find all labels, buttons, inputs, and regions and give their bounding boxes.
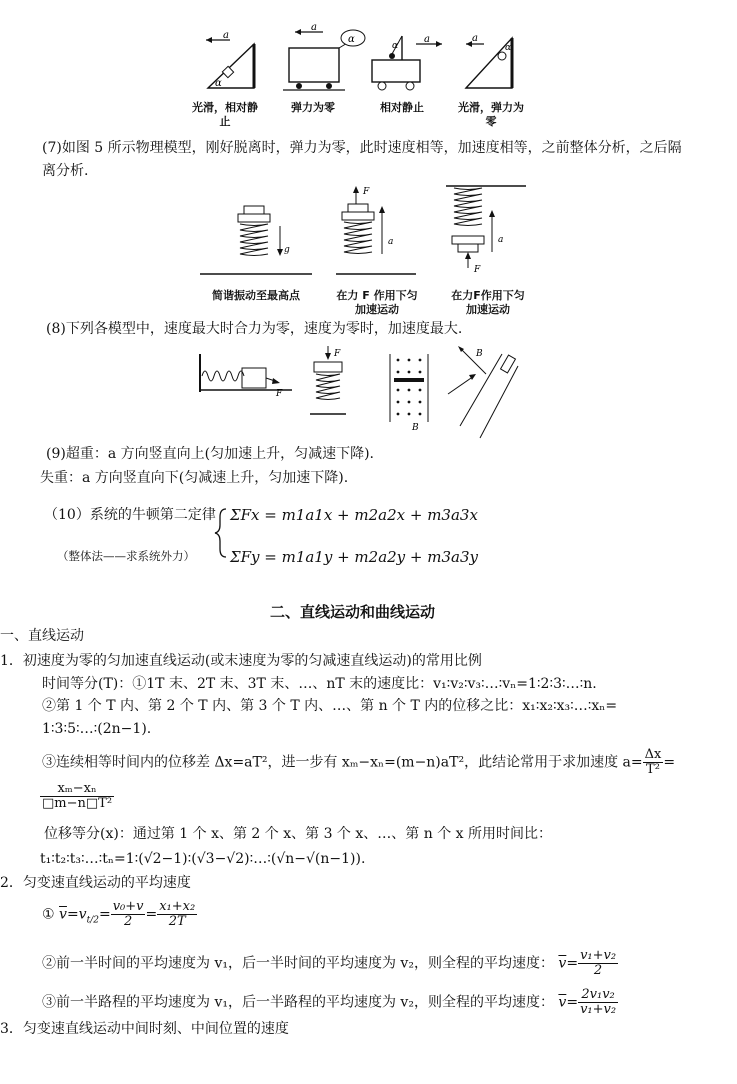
frac-num: 2v₁v₂ bbox=[578, 988, 618, 1003]
figure-spring-3 bbox=[446, 182, 526, 282]
p2-eq2: ②前一半时间的平均速度为 v₁，后一半时间的平均速度为 v₂，则全程的平均速度： $\overline{v}=$ $\frac{\text{v₁+v₂}}{2}$ bbox=[42, 948, 617, 978]
p1-title: 1．初速度为零的匀加速直线运动(或末速度为零的匀减速直线运动)的常用比例 bbox=[0, 653, 482, 669]
svg-text:B: B bbox=[476, 349, 483, 359]
figure-magnetic-rails bbox=[384, 350, 436, 433]
figure-vertical-spring bbox=[310, 344, 354, 416]
frac-den: 2 bbox=[593, 963, 603, 978]
frac-num: v₁+v₂ bbox=[580, 948, 617, 963]
v-half-sub: t/2 bbox=[86, 915, 99, 926]
p1-equal-displacement: 位移等分(x)：通过第 1 个 x、第 2 个 x、第 3 个 x、…、第 n 个 x 所用时间比： bbox=[44, 826, 552, 842]
figure-label-2: 弹力为零 bbox=[291, 101, 335, 114]
svg-text:a: a bbox=[388, 237, 394, 247]
svg-text:a: a bbox=[472, 33, 478, 44]
svg-text:a: a bbox=[424, 34, 430, 45]
frac-num: xₘ−xₙ bbox=[40, 782, 114, 797]
v-half: =v bbox=[66, 906, 87, 923]
figure-spring-2 bbox=[336, 184, 416, 278]
equation-x: ΣFx = m1a1x + m2a2x + m3a3x bbox=[230, 506, 478, 524]
svg-text:a: a bbox=[498, 235, 504, 245]
frac-avg-time bbox=[578, 949, 618, 978]
p3-title: 3．匀变速直线运动中间时刻、中间位置的速度 bbox=[0, 1021, 289, 1037]
frac-den: T² bbox=[646, 762, 660, 777]
figure-incline-ball bbox=[462, 30, 522, 94]
svg-text:F: F bbox=[276, 389, 283, 399]
p1-displacement-ratio: ②第 1 个 T 内、第 2 个 T 内、第 3 个 T 内、…、第 n 个 T 内的位移之比：x₁∶x₂∶x₃∶…∶xₙ= bbox=[42, 698, 618, 714]
circled-1: ① bbox=[42, 906, 55, 923]
spring-label-3: 在力F作用下匀加速运动 bbox=[451, 289, 525, 316]
equation-y: ΣFy = m1a1y + m2a2y + m3a3y bbox=[230, 548, 478, 566]
frac-num: v₀+v bbox=[112, 899, 144, 914]
p2-eq3-text: ③前一半路程的平均速度为 v₁，后一半路程的平均速度为 v₂，则全程的平均速度： bbox=[42, 994, 554, 1011]
frac-den: v₁+v₂ bbox=[580, 1002, 617, 1017]
paragraph-item8: (8)下列各模型中，速度最大时合力为零，速度为零时，加速度最大. bbox=[46, 321, 463, 337]
p1-time-ratio: 时间等分(T)：①1T 末、2T 末、3T 末、…、nT 末的速度比：v₁∶v₂∶v₃∶…∶vₙ=1∶2∶3∶…∶n. bbox=[42, 676, 597, 692]
frac-den: □m−n□T² bbox=[42, 796, 113, 811]
p2-eq3: ③前一半路程的平均速度为 v₁，后一半路程的平均速度为 v₂，则全程的平均速度： $\overline{v}=$ $\frac{\text{2v₁v₂}}{\text{v₁+v₂}}$ bbox=[42, 987, 617, 1017]
equals: = bbox=[663, 754, 676, 771]
svg-text:B: B bbox=[412, 423, 419, 433]
paragraph-item7: (7)如图 5 所示物理模型，刚好脱离时，弹力为零，此时速度相等，加速度相等，之前整体分析，之后隔离分析. bbox=[42, 140, 682, 179]
figure-label-1: 光滑，相对静止 bbox=[192, 101, 258, 128]
spring-label-2: 在力 F 作用下匀加速运动 bbox=[336, 289, 418, 316]
paragraph-weightless: 失重：a 方向竖直向下(匀减速上升，匀加速下降). bbox=[40, 470, 349, 486]
svg-text:F: F bbox=[334, 349, 341, 359]
svg-text:α: α bbox=[505, 43, 512, 53]
figure-spring-1 bbox=[200, 186, 312, 278]
figure-cart-pendulum bbox=[283, 22, 369, 94]
svg-text:a: a bbox=[223, 30, 229, 41]
figure-horizontal-spring bbox=[196, 352, 292, 398]
frac-den: 2 bbox=[123, 914, 133, 929]
v-bar: $\overline{v}$ bbox=[558, 994, 567, 1011]
p1-delta-frac-line2 bbox=[40, 782, 114, 811]
p1-delta-x-text: ③连续相等时间内的位移差 Δx=aT²，进一步有 xₘ−xₙ=(m−n)aT²，此结论常用于求加速度 a= bbox=[42, 754, 643, 771]
item10-label: （10）系统的牛顿第二定律 bbox=[44, 507, 216, 523]
spring-label-1: 简谐振动至最高点 bbox=[212, 289, 300, 302]
p2-eq2-text: ②前一半时间的平均速度为 v₁，后一半时间的平均速度为 v₂，则全程的平均速度： bbox=[42, 955, 554, 972]
item10-note: （整体法——求系统外力） bbox=[57, 549, 195, 563]
svg-text:g: g bbox=[284, 245, 290, 255]
svg-text:F: F bbox=[474, 265, 481, 275]
paragraph-overweight: (9)超重：a 方向竖直向上(匀加速上升，匀减速下降). bbox=[46, 446, 375, 462]
figure-cart-mast bbox=[368, 30, 448, 94]
p2-eq1: ① $\overline{v}=v_{t/2}=$ $\frac{\text{v₀+v}}{2}$ = $\frac{\text{x₁+x₂}}{2T}$ bbox=[42, 899, 196, 929]
p1-delta-x bbox=[42, 748, 675, 777]
frac-delta-x bbox=[643, 748, 664, 777]
frac-avg-distance bbox=[578, 988, 618, 1017]
frac-x1-x2 bbox=[157, 900, 197, 929]
frac-num: Δx bbox=[644, 747, 662, 762]
p1-time-ratio-displacement: t₁∶t₂∶t₃∶…∶tₙ=1∶(√2−1)∶(√3−√2)∶…∶(√n−√(n−1)). bbox=[40, 851, 366, 867]
frac-num: x₁+x₂ bbox=[159, 899, 196, 914]
figure-label-4: 光滑，弹力为零 bbox=[458, 101, 524, 128]
frac-v0-v bbox=[111, 900, 146, 929]
brace bbox=[214, 507, 228, 559]
figure-incline-block bbox=[198, 30, 260, 92]
section-title: 二、直线运动和曲线运动 bbox=[270, 603, 436, 621]
v-bar: $\overline{v}$ bbox=[558, 955, 567, 972]
svg-text:a: a bbox=[311, 22, 317, 33]
svg-text:α: α bbox=[348, 34, 355, 45]
p1-displacement-ratio-cont: 1∶3∶5∶…∶(2n−1). bbox=[42, 721, 152, 737]
frac-xm-xn bbox=[40, 782, 114, 811]
svg-text:α: α bbox=[215, 78, 222, 89]
figure-label-3: 相对静止 bbox=[380, 101, 424, 114]
subsection-linear: 一、直线运动 bbox=[0, 628, 84, 644]
p2-title: 2．匀变速直线运动的平均速度 bbox=[0, 875, 191, 891]
frac-den: 2T bbox=[168, 914, 186, 929]
svg-text:F: F bbox=[363, 187, 370, 197]
figure-inclined-rails bbox=[446, 344, 522, 440]
svg-text:α: α bbox=[392, 41, 399, 51]
v-bar: $\overline{v}$ bbox=[59, 906, 67, 923]
